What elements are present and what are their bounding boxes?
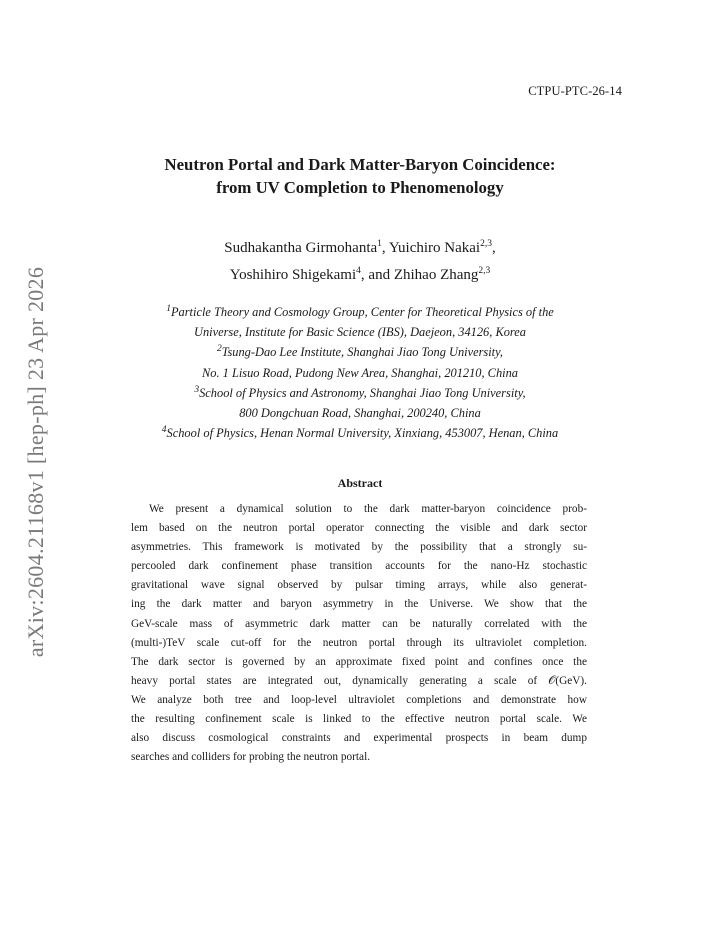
affiliation-text: School of Physics and Astronomy, Shanghai Jiao Tong University, [199,385,526,400]
abstract-line: (multi-)TeV scale cut-off for the neutron portal through its ultraviolet completion. [131,636,587,649]
author-affiliation-mark: 4 [356,266,361,276]
abstract-heading: Abstract [337,476,383,490]
abstract-line: We analyze both tree and loop-level ultraviolet completions and demonstrate how [131,693,587,706]
abstract-line: The dark sector is governed by an approximate fixed point and confines once the [131,655,587,668]
author-separator: , and [360,267,394,283]
abstract-line: also discuss cosmological constraints and experimental prospects in beam dump [131,732,587,745]
abstract-line: heavy portal states are integrated out, dynamically generating a scale of 𝒪(GeV). [131,674,587,687]
affiliation-mark: 4 [161,425,167,436]
arxiv-identifier-stamp: arXiv:2604.21168v1 [hep-ph] 23 Apr 2026 [23,266,48,658]
abstract-line: ing the dark matter and baryon asymmetry in the Universe. We show that the [131,598,587,611]
affiliation-mark: 1 [166,303,171,314]
affiliation-mark: 2 [216,344,222,355]
author-affiliation-mark: 2,3 [480,239,492,249]
author-name: Zhihao Zhang [393,267,479,283]
author-affiliation-mark: 1 [377,239,382,249]
author-line-2 [0,262,720,289]
abstract-line: GeV-scale mass of asymmetric dark matter can be naturally correlated with the [131,617,587,630]
affiliation-mark: 3 [194,384,200,395]
author-list [0,235,720,289]
abstract-line: gravitational wave signal observed by pulsar timing arrays, while also generat- [131,579,587,592]
affiliation-text: School of Physics, Henan Normal University, Xinxiang, 453007, Henan, China [166,426,559,441]
affiliation-line [0,322,720,342]
abstract-line: percooled dark confinement phase transition accounts for the nano-Hz stochastic [131,560,587,573]
author-separator: , [381,240,389,256]
affiliation-line [0,423,720,443]
affiliation-line [0,342,720,362]
affiliation-list [0,302,720,443]
author-name: Sudhakantha Girmohanta [224,240,378,256]
abstract-line: asymmetries. This framework is motivated by the possibility that a strongly su- [131,541,587,554]
affiliation-line [0,383,720,403]
author-separator: , [491,240,496,256]
affiliation-line [0,403,720,423]
abstract-body [131,500,587,767]
abstract-line: searches and colliders for probing the neutron portal. [131,751,371,764]
abstract-line: the resulting confinement scale is linked to the effective neutron portal scale. We [131,713,587,726]
author-line-1 [0,235,720,262]
affiliation-text: No. 1 Lisuo Road, Pudong New Area, Shanghai, 201210, China [202,365,518,380]
affiliation-text: Tsung-Dao Lee Institute, Shanghai Jiao Tong University, [221,345,504,360]
report-number: CTPU-PTC-26-14 [528,84,622,98]
title-line-1: Neutron Portal and Dark Matter-Baryon Coincidence: [164,155,556,174]
affiliation-line [0,302,720,322]
abstract-line: lem based on the neutron portal operator connecting the visible and dark sector [131,522,587,535]
affiliation-line [0,363,720,383]
author-affiliation-mark: 2,3 [478,266,491,276]
title-line-2: from UV Completion to Phenomenology [216,178,504,197]
affiliation-text: Universe, Institute for Basic Science (IBS), Daejeon, 34126, Korea [194,325,526,340]
affiliation-text: Particle Theory and Cosmology Group, Center for Theoretical Physics of the [170,305,554,319]
affiliation-text: 800 Dongchuan Road, Shanghai, 200240, China [239,406,481,421]
author-name: Yuichiro Nakai [388,240,481,256]
author-name: Yoshihiro Shigekami [229,267,357,283]
abstract-line: We present a dynamical solution to the dark matter-baryon coincidence prob- [149,503,587,515]
paper-title [0,153,720,199]
